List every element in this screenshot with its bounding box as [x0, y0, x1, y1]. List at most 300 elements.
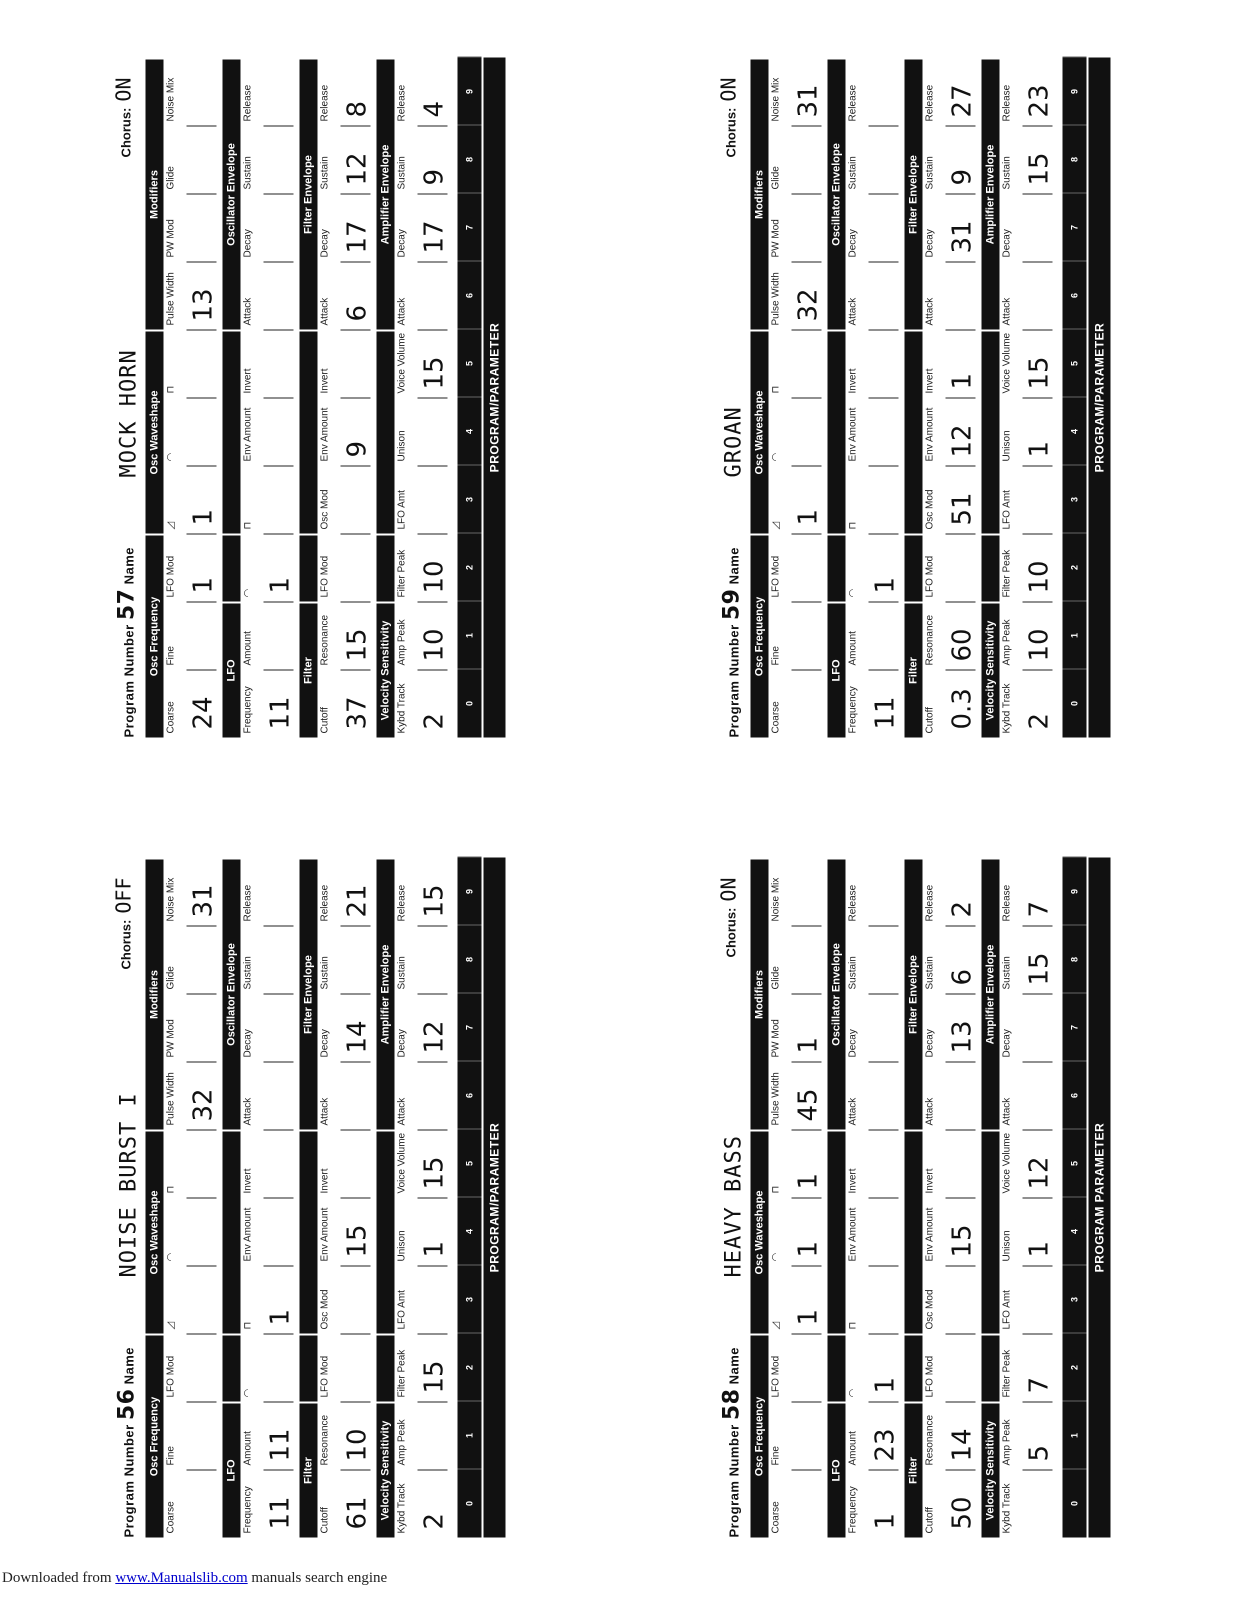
param-label: Decay: [396, 1029, 408, 1058]
param-label: ⊓: [242, 521, 254, 530]
cell-divider: [264, 1062, 294, 1064]
param-label: Noise Mix: [770, 877, 782, 922]
param-label: Env Amount: [319, 1207, 331, 1262]
param-label: Release: [319, 884, 331, 922]
section-title: Osc Frequency: [751, 536, 769, 738]
number-key: 9: [458, 857, 482, 926]
cell-divider: [792, 1334, 822, 1336]
param-value: 10: [419, 560, 450, 594]
cell-divider: [792, 534, 822, 536]
param-value: 1: [265, 576, 296, 594]
param-cell: [769, 398, 828, 466]
param-label: LFO Amt: [1001, 490, 1013, 530]
param-cell: [395, 1062, 454, 1130]
param-label: Decay: [319, 1029, 331, 1058]
cell-divider: [264, 1130, 294, 1132]
param-cell: [846, 1130, 905, 1198]
cell-divider: [1023, 126, 1053, 128]
cell-divider: [341, 398, 371, 400]
param-label: Unison: [1001, 430, 1013, 462]
section-title: Filter Envelope: [300, 860, 318, 1130]
param-label: Amp Peak: [396, 619, 408, 666]
param-label: ◿: [165, 1321, 177, 1330]
param-label: Invert: [924, 1168, 936, 1194]
cell-divider: [187, 1470, 217, 1472]
cell-divider: [869, 1130, 899, 1132]
cell-divider: [418, 262, 448, 264]
param-value: 27: [947, 84, 978, 118]
param-label: Amount: [847, 631, 859, 666]
param-label: Pulse Width: [770, 1072, 782, 1126]
cell-divider: [418, 1402, 448, 1404]
param-label: ◿: [770, 521, 782, 530]
param-cell: [164, 926, 223, 994]
param-value: 12: [342, 152, 373, 186]
param-value: 11: [265, 696, 296, 730]
param-value: 13: [188, 288, 219, 322]
param-label: ◠: [242, 1388, 254, 1398]
number-key: 2: [458, 1333, 482, 1402]
section-title: Filter Envelope: [905, 60, 923, 330]
param-label: Decay: [924, 229, 936, 258]
param-cell: [1000, 534, 1059, 602]
cell-divider: [792, 1198, 822, 1200]
cell-divider: [187, 194, 217, 196]
param-value: 61: [342, 1496, 373, 1530]
cell-divider: [869, 670, 899, 672]
param-cell: [846, 398, 905, 466]
param-label: Unison: [1001, 1230, 1013, 1262]
param-cell: [769, 1334, 828, 1402]
param-cell: [923, 1198, 982, 1266]
param-cell: [164, 262, 223, 330]
param-cell: [318, 194, 377, 262]
cell-divider: [946, 1402, 976, 1404]
param-label: Resonance: [924, 1414, 936, 1466]
param-value: 17: [342, 220, 373, 254]
param-label: Release: [847, 884, 859, 922]
param-row-r4: [377, 858, 454, 1538]
cell-divider: [264, 602, 294, 604]
cell-divider: [792, 670, 822, 672]
param-cell: [923, 330, 982, 398]
cell-divider: [187, 994, 217, 996]
section-title: Osc Frequency: [751, 1336, 769, 1538]
cell-divider: [1023, 602, 1053, 604]
cell-divider: [341, 926, 371, 928]
param-label: Invert: [847, 1168, 859, 1194]
section-title: Velocity Sensitivity: [377, 604, 395, 738]
cell-divider: [341, 1402, 371, 1404]
param-cell: [923, 1402, 982, 1470]
param-label: PW Mod: [770, 219, 782, 258]
number-key: 0: [1063, 669, 1087, 738]
cell-divider: [341, 1062, 371, 1064]
number-key: 2: [1063, 1333, 1087, 1402]
param-cell: [241, 1334, 300, 1402]
section-title: [828, 1336, 846, 1402]
cell-divider: [946, 1198, 976, 1200]
param-label: Sustain: [396, 956, 408, 990]
param-label: PW Mod: [165, 219, 177, 258]
cell-divider: [341, 1334, 371, 1336]
cell-divider: [792, 466, 822, 468]
param-cell: [395, 1402, 454, 1470]
param-cell: [923, 994, 982, 1062]
cell-divider: [341, 602, 371, 604]
param-label: Cutoff: [319, 1507, 331, 1534]
param-label: Unison: [396, 430, 408, 462]
param-label: ⊓: [770, 385, 782, 394]
param-label: Sustain: [396, 156, 408, 190]
param-cell: [395, 1130, 454, 1198]
param-label: Decay: [847, 229, 859, 258]
param-cell: [395, 1266, 454, 1334]
cell-divider: [869, 926, 899, 928]
number-key: 7: [458, 193, 482, 262]
param-label: Filter Peak: [1001, 1349, 1013, 1398]
param-label: Amp Peak: [396, 1419, 408, 1466]
param-value: 9: [419, 168, 450, 186]
cell-divider: [418, 994, 448, 996]
param-label: Kybd Track: [396, 1483, 408, 1534]
program-number: 56: [114, 1388, 140, 1421]
param-cell: [164, 602, 223, 670]
program-sheet-56: [98, 858, 502, 1538]
param-value: 10: [342, 1428, 373, 1462]
param-label: Cutoff: [319, 707, 331, 734]
param-value: 9: [947, 168, 978, 186]
param-value: 37: [342, 696, 373, 730]
param-label: Glide: [165, 166, 177, 190]
footer-bar: PROGRAM/PARAMETER: [484, 858, 506, 1538]
param-value: 31: [188, 884, 219, 918]
cell-divider: [418, 926, 448, 928]
param-cell: [318, 1470, 377, 1538]
param-label: ⊓: [242, 1321, 254, 1330]
param-label: Attack: [847, 297, 859, 326]
param-label: Frequency: [242, 686, 254, 734]
param-row-r1: [146, 858, 223, 1538]
cell-divider: [1023, 1062, 1053, 1064]
section-title: [223, 536, 241, 602]
program-number-label: Program Number 59 Name: [719, 547, 745, 738]
program-number-label: Program Number 56 Name: [114, 1347, 140, 1538]
param-cell: [846, 858, 905, 926]
section-title: [828, 332, 846, 534]
chorus: Chorus:OFF: [111, 877, 136, 970]
cell-divider: [946, 926, 976, 928]
param-cell: [164, 858, 223, 926]
param-cell: [1000, 1266, 1059, 1334]
param-cell: [1000, 1470, 1059, 1538]
param-label: Coarse: [165, 1501, 177, 1534]
param-label: Env Amount: [924, 1207, 936, 1262]
param-value: 32: [793, 288, 824, 322]
footer-bar: PROGRAM/PARAMETER: [1089, 58, 1111, 738]
param-cell: [923, 858, 982, 926]
section-title: LFO: [828, 604, 846, 738]
param-cell: [395, 994, 454, 1062]
section-title: Modifiers: [146, 860, 164, 1130]
cell-divider: [946, 994, 976, 996]
sheet-header: [98, 58, 146, 738]
cell-divider: [418, 1062, 448, 1064]
param-value: 60: [947, 628, 978, 662]
param-value: 11: [265, 1496, 296, 1530]
param-label: LFO Mod: [165, 1355, 177, 1398]
cell-divider: [946, 262, 976, 264]
param-cell: [395, 670, 454, 738]
param-value: 1: [1024, 1240, 1055, 1258]
param-cell: [395, 194, 454, 262]
param-row-r3: [905, 858, 982, 1538]
cell-divider: [792, 194, 822, 196]
param-cell: [164, 1266, 223, 1334]
param-label: Glide: [770, 166, 782, 190]
section-title: LFO: [223, 1404, 241, 1538]
program-number: 57: [114, 588, 140, 621]
param-label: Fine: [770, 1446, 782, 1466]
cell-divider: [869, 994, 899, 996]
section-title: Osc Waveshape: [146, 332, 164, 534]
number-key: 7: [1063, 193, 1087, 262]
section-title: Amplifier Envelope: [982, 60, 1000, 330]
param-cell: [769, 602, 828, 670]
param-cell: [846, 1266, 905, 1334]
param-value: 2: [1024, 712, 1055, 730]
cell-divider: [869, 534, 899, 536]
cell-divider: [418, 330, 448, 332]
param-value: 5: [1024, 1444, 1055, 1462]
param-row-r4: [982, 58, 1059, 738]
param-cell: [241, 58, 300, 126]
param-label: ⊓: [165, 1185, 177, 1194]
cell-divider: [946, 330, 976, 332]
cell-divider: [792, 398, 822, 400]
param-label: Attack: [242, 297, 254, 326]
param-label: Release: [924, 84, 936, 122]
param-label: Release: [1001, 84, 1013, 122]
param-label: Noise Mix: [770, 77, 782, 122]
param-label: Env Amount: [924, 407, 936, 462]
section-title: Amplifier Envelope: [377, 860, 395, 1130]
chorus: Chorus:ON: [716, 77, 741, 158]
param-label: Amount: [242, 1431, 254, 1466]
param-label: Sustain: [924, 156, 936, 190]
param-row-r3: [300, 58, 377, 738]
cell-divider: [869, 466, 899, 468]
param-label: Release: [924, 884, 936, 922]
cell-divider: [946, 126, 976, 128]
param-label: Amount: [847, 1431, 859, 1466]
cell-divider: [792, 1130, 822, 1132]
param-cell: [241, 330, 300, 398]
param-cell: [395, 1470, 454, 1538]
param-value: 15: [1024, 356, 1055, 390]
cell-divider: [264, 1402, 294, 1404]
param-cell: [923, 602, 982, 670]
number-key: 8: [458, 125, 482, 194]
program-number-label: Program Number 57 Name: [114, 547, 140, 738]
param-cell: [318, 994, 377, 1062]
param-cell: [241, 534, 300, 602]
param-cell: [395, 330, 454, 398]
param-value: 2: [947, 900, 978, 918]
number-key: 4: [458, 1197, 482, 1266]
section-title: [905, 1132, 923, 1334]
section-title: Osc Waveshape: [146, 1132, 164, 1334]
param-cell: [241, 1470, 300, 1538]
param-label: Attack: [319, 1097, 331, 1126]
param-cell: [241, 994, 300, 1062]
param-label: Osc Mod: [319, 1289, 331, 1330]
param-label: Decay: [319, 229, 331, 258]
number-key: 1: [458, 601, 482, 670]
param-label: ◠: [165, 1252, 177, 1262]
cell-divider: [187, 1334, 217, 1336]
param-value: 50: [947, 1496, 978, 1530]
cell-divider: [418, 1130, 448, 1132]
cell-divider: [187, 330, 217, 332]
cell-divider: [341, 1266, 371, 1268]
param-label: Release: [396, 84, 408, 122]
param-value: 8: [342, 100, 373, 118]
param-label: Invert: [847, 368, 859, 394]
number-key: 4: [458, 397, 482, 466]
param-label: Filter Peak: [396, 549, 408, 598]
param-cell: [241, 1130, 300, 1198]
param-label: Decay: [242, 229, 254, 258]
cell-divider: [187, 534, 217, 536]
cell-divider: [792, 330, 822, 332]
number-key: 4: [1063, 397, 1087, 466]
cell-divider: [341, 466, 371, 468]
param-cell: [395, 858, 454, 926]
param-label: Release: [242, 884, 254, 922]
section-title: Velocity Sensitivity: [982, 604, 1000, 738]
cell-divider: [187, 126, 217, 128]
param-label: Frequency: [847, 686, 859, 734]
param-row-r2: [223, 58, 300, 738]
param-label: Resonance: [319, 614, 331, 666]
number-key: 5: [1063, 329, 1087, 398]
section-title: Oscillator Envelope: [223, 860, 241, 1130]
section-title: Amplifier Envelope: [377, 60, 395, 330]
number-key: 0: [458, 669, 482, 738]
param-label: ◿: [165, 521, 177, 530]
param-label: Sustain: [319, 956, 331, 990]
param-cell: [923, 670, 982, 738]
cell-divider: [264, 1334, 294, 1336]
param-label: Release: [319, 84, 331, 122]
param-cell: [395, 602, 454, 670]
param-value: 15: [419, 1156, 450, 1190]
param-label: ◠: [847, 1388, 859, 1398]
param-value: 1: [947, 372, 978, 390]
param-cell: [241, 398, 300, 466]
param-row-r2: [223, 858, 300, 1538]
param-cell: [769, 926, 828, 994]
number-key: 9: [1063, 857, 1087, 926]
param-label: Invert: [924, 368, 936, 394]
cell-divider: [187, 262, 217, 264]
param-label: Env Amount: [319, 407, 331, 462]
cell-divider: [792, 126, 822, 128]
number-key: 2: [1063, 533, 1087, 602]
param-value: 1: [188, 576, 219, 594]
param-value: 15: [342, 628, 373, 662]
cell-divider: [341, 1130, 371, 1132]
cell-divider: [869, 398, 899, 400]
cell-divider: [264, 398, 294, 400]
cell-divider: [264, 670, 294, 672]
param-label: Attack: [319, 297, 331, 326]
cell-divider: [418, 466, 448, 468]
param-cell: [769, 1198, 828, 1266]
cell-divider: [264, 1266, 294, 1268]
cell-divider: [264, 126, 294, 128]
param-cell: [241, 1198, 300, 1266]
param-value: 12: [947, 424, 978, 458]
cell-divider: [792, 994, 822, 996]
param-label: Invert: [319, 1168, 331, 1194]
param-cell: [395, 926, 454, 994]
program-sheet-58: [703, 858, 1107, 1538]
param-value: 31: [947, 220, 978, 254]
param-cell: [769, 858, 828, 926]
param-cell: [769, 1062, 828, 1130]
param-cell: [846, 262, 905, 330]
param-cell: [846, 994, 905, 1062]
param-cell: [923, 398, 982, 466]
param-value: 6: [947, 968, 978, 986]
cell-divider: [869, 1198, 899, 1200]
cell-divider: [1023, 1130, 1053, 1132]
param-label: Env Amount: [847, 407, 859, 462]
param-cell: [241, 926, 300, 994]
param-row-r1: [146, 58, 223, 738]
param-cell: [1000, 670, 1059, 738]
param-value: 31: [793, 84, 824, 118]
param-row-r2: [828, 858, 905, 1538]
number-key: 1: [1063, 601, 1087, 670]
section-title: Modifiers: [146, 60, 164, 330]
sheet-header: [98, 858, 146, 1538]
section-title: [300, 536, 318, 602]
param-cell: [846, 926, 905, 994]
param-label: Coarse: [770, 701, 782, 734]
number-key: 2: [458, 533, 482, 602]
program-sheet-57: [98, 58, 502, 738]
param-label: Unison: [396, 1230, 408, 1262]
param-cell: [1000, 194, 1059, 262]
param-value: 14: [342, 1020, 373, 1054]
param-label: ⊓: [770, 1185, 782, 1194]
cell-divider: [264, 994, 294, 996]
param-cell: [318, 534, 377, 602]
number-key: 8: [1063, 925, 1087, 994]
number-key: 5: [458, 329, 482, 398]
section-title: Filter: [905, 1404, 923, 1538]
manualslib-link[interactable]: www.Manualslib.com: [115, 1570, 248, 1586]
cell-divider: [341, 194, 371, 196]
param-cell: [164, 398, 223, 466]
param-value: 9: [342, 440, 373, 458]
param-cell: [241, 262, 300, 330]
param-cell: [846, 1402, 905, 1470]
cell-divider: [792, 1402, 822, 1404]
